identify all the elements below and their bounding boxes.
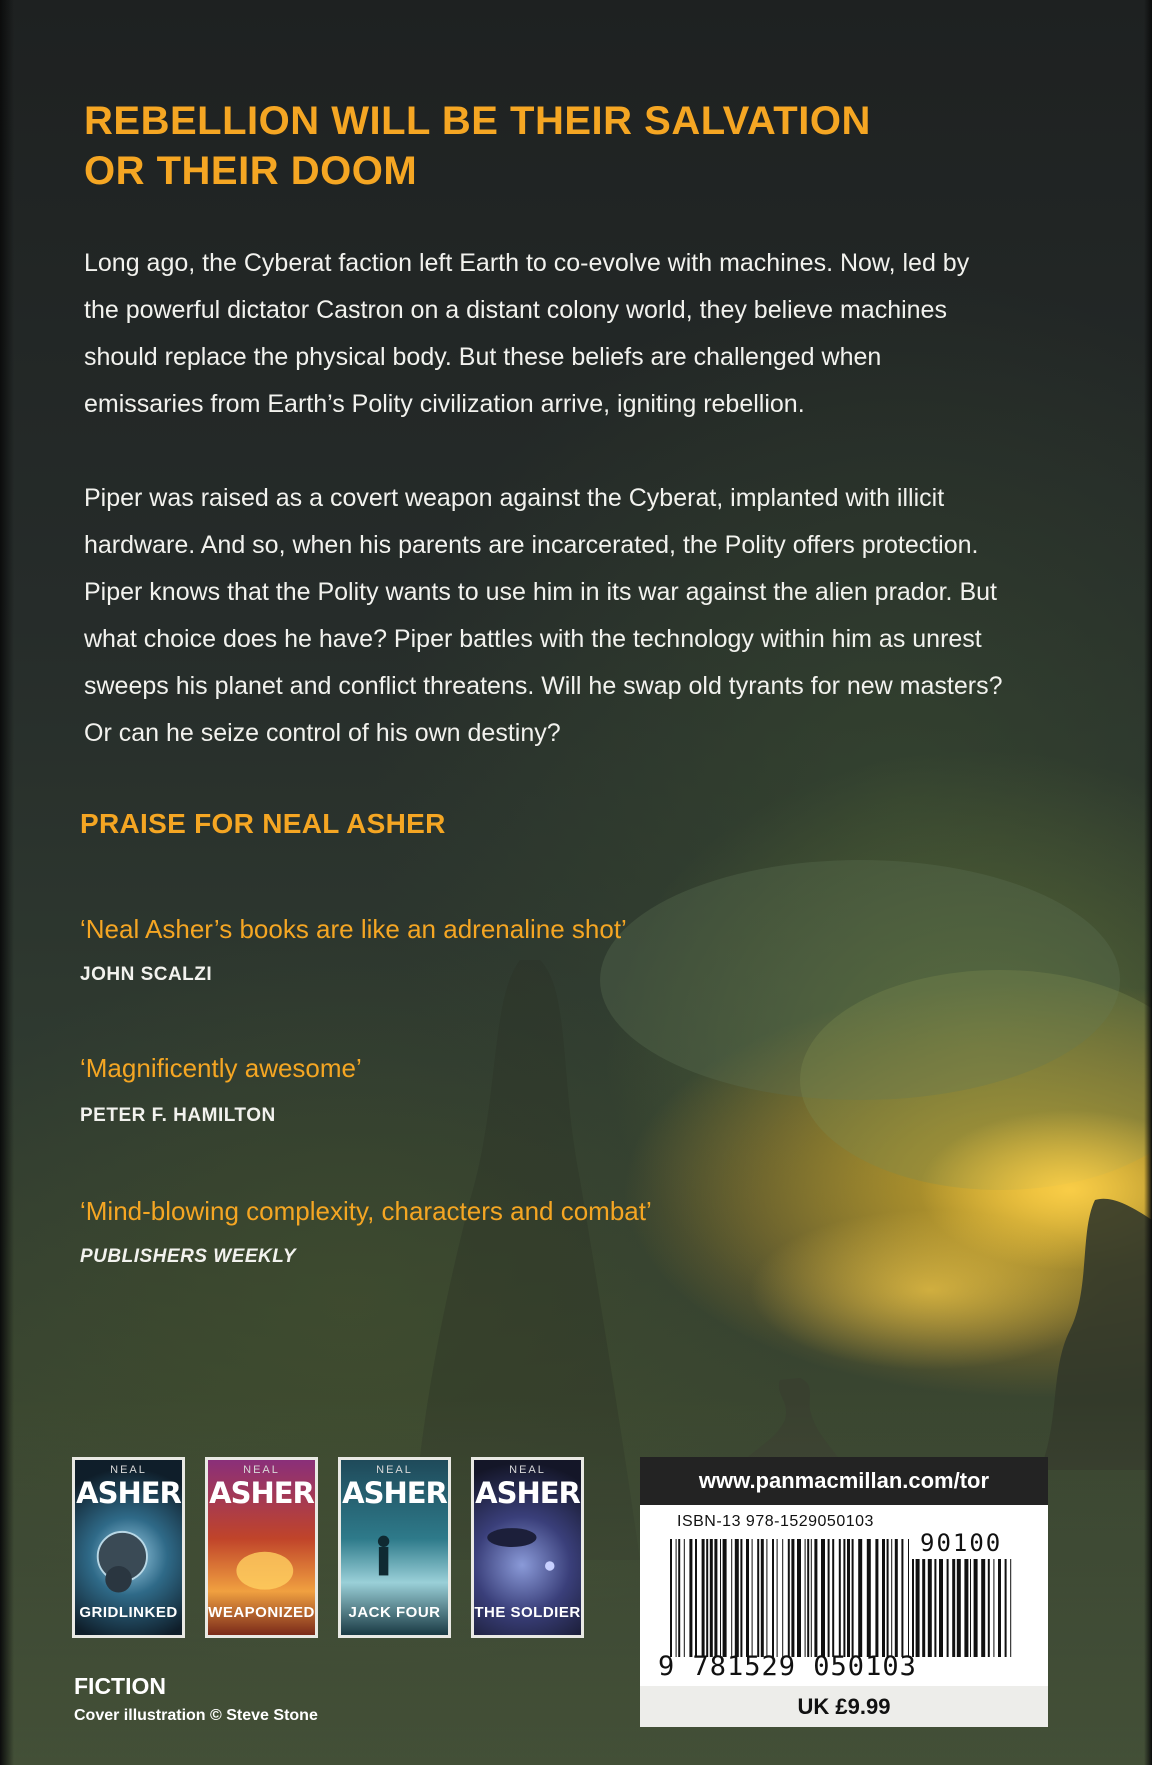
barcode-addon-bars [912, 1559, 1020, 1657]
barcode-bar [782, 1539, 783, 1657]
book-author-small: NEAL [376, 1464, 413, 1476]
barcode-bar [689, 1539, 692, 1657]
cover-credit: Cover illustration © Steve Stone [74, 1707, 318, 1724]
barcode-bar [723, 1539, 727, 1657]
barcode-bar [811, 1539, 812, 1657]
barcode-bar [1010, 1559, 1011, 1657]
barcode-bar [882, 1539, 885, 1657]
barcode-bar [843, 1539, 845, 1657]
barcode-bar [714, 1539, 717, 1657]
publisher-url: www.panmacmillan.com/tor [640, 1457, 1048, 1505]
barcode-bar [797, 1539, 801, 1657]
barcode-bar [695, 1539, 697, 1657]
barcode-addon-number: 90100 [920, 1529, 1003, 1557]
barcode-bar [895, 1539, 898, 1657]
barcode-bar [746, 1539, 749, 1657]
barcode-bar [998, 1559, 1001, 1657]
book-title: WEAPONIZED [208, 1604, 315, 1621]
barcode-bar [901, 1539, 903, 1657]
barcode-bar [670, 1539, 672, 1657]
barcode-bar [702, 1539, 705, 1657]
barcode-digits: 9 781529 050103 [658, 1651, 917, 1682]
barcode-bar [891, 1539, 892, 1657]
book-thumbnail-weaponized [205, 1457, 318, 1638]
barcode-bar [710, 1539, 713, 1657]
barcode-bar [805, 1539, 806, 1657]
edge-shadow [1144, 0, 1152, 1765]
barcode-bar [735, 1539, 739, 1657]
book-author: ASHER [342, 1476, 447, 1510]
praise-source: PETER F. HAMILTON [80, 1105, 276, 1126]
barcode-bar [706, 1539, 708, 1657]
barcode-bar [839, 1539, 841, 1657]
headline [84, 96, 984, 196]
barcode-bar [957, 1559, 961, 1657]
barcode-bar [1005, 1559, 1007, 1657]
barcode-bar [832, 1539, 834, 1657]
barcode-bar [777, 1539, 778, 1657]
book-title: GRIDLINKED [79, 1604, 178, 1621]
barcode-bar [788, 1539, 790, 1657]
book-author-small: NEAL [509, 1464, 546, 1476]
book-title: THE SOLDIER [474, 1604, 581, 1621]
barcode-bar [928, 1559, 932, 1657]
book-title: JACK FOUR [348, 1604, 441, 1621]
book-author: ASHER [209, 1476, 314, 1510]
barcode-bar [974, 1559, 978, 1657]
barcode-bar [875, 1539, 878, 1657]
spine-shadow [0, 0, 14, 1765]
barcode-bar [934, 1559, 936, 1657]
barcode-bar [908, 1539, 909, 1657]
barcode-bar [922, 1559, 925, 1657]
book-author: ASHER [76, 1476, 181, 1510]
barcode-bar [916, 1559, 920, 1657]
book-author: ASHER [475, 1476, 580, 1510]
other-books-row [72, 1457, 592, 1642]
praise-quote: ‘Mind-blowing complexity, characters and combat’ [80, 1196, 652, 1226]
barcode-bar [678, 1539, 680, 1657]
barcode-bar [887, 1539, 889, 1657]
barcode-bar [912, 1559, 914, 1657]
genre-label: FICTION [74, 1673, 166, 1699]
price: UK £9.99 [640, 1686, 1048, 1727]
book-thumbnail-the-soldier [471, 1457, 584, 1638]
isbn-label: ISBN-13 978-1529050103 [677, 1513, 874, 1530]
barcode-bar [752, 1539, 753, 1657]
barcode-bar [676, 1539, 677, 1657]
headline-line-2: OR THEIR DOOM [84, 149, 418, 193]
book-thumbnail-gridlinked [72, 1457, 185, 1638]
barcode-bar [757, 1539, 759, 1657]
barcode-bar [740, 1539, 742, 1657]
barcode-bar [970, 1559, 971, 1657]
barcode-bar [772, 1539, 774, 1657]
barcode-bars [670, 1539, 946, 1657]
barcode-bar [731, 1539, 732, 1657]
barcode-bar [847, 1539, 850, 1657]
praise-heading: PRAISE FOR NEAL ASHER [80, 808, 446, 839]
praise-quote: ‘Magnificently awesome’ [80, 1053, 362, 1083]
barcode-bar [828, 1539, 830, 1657]
book-author-small: NEAL [110, 1464, 147, 1476]
barcode-bar [852, 1539, 854, 1657]
barcode-bar [807, 1539, 809, 1657]
isbn-box [640, 1505, 1048, 1686]
barcode-bar [964, 1559, 968, 1657]
barcode-panel [640, 1457, 1048, 1727]
barcode-bar [766, 1539, 767, 1657]
barcode-bar [821, 1539, 825, 1657]
barcode-bar [867, 1539, 871, 1657]
barcode-bar [988, 1559, 990, 1657]
praise-quote: ‘Neal Asher’s books are like an adrenaline shot’ [80, 914, 627, 944]
barcode-bar [684, 1539, 685, 1657]
barcode-bar [993, 1559, 994, 1657]
barcode-bar [939, 1559, 943, 1657]
barcode-bar [952, 1559, 955, 1657]
barcode-bar [981, 1559, 985, 1657]
barcode-bar [761, 1539, 764, 1657]
praise-source: JOHN SCALZI [80, 964, 213, 985]
barcode-bar [720, 1539, 721, 1657]
book-thumbnail-jack-four [338, 1457, 451, 1638]
barcode-bar [814, 1539, 817, 1657]
barcode-bar [947, 1559, 949, 1657]
blurb-paragraph-1: Long ago, the Cyberat faction left Earth to co-evolve with machines. Now, led by the powerful dictator Castron on a distant colony world, they believe machines should replace the physical body. But these beliefs are challenged when emissaries from Earth’s Polity civilization arrive, igniting rebellion. [84, 249, 970, 418]
headline-line-1: REBELLION WILL BE THEIR SALVATION [84, 99, 871, 143]
barcode-bar [858, 1539, 862, 1657]
barcode-bar [791, 1539, 794, 1657]
praise-source: PUBLISHERS WEEKLY [80, 1246, 297, 1267]
blurb-paragraph-2: Piper was raised as a covert weapon against the Cyberat, implanted with illicit hardware. And so, when his parents are incarcerated, the Polity offers protection. Piper knows that the Polity wants to use him in its war against the alien prador. But what choice does he have? Piper battles with the technology within him as unrest sweeps his planet and conflict threatens. Will he swap old tyrants for new masters? Or can he seize control of his own destiny? [84, 484, 1003, 747]
book-author-small: NEAL [243, 1464, 280, 1476]
